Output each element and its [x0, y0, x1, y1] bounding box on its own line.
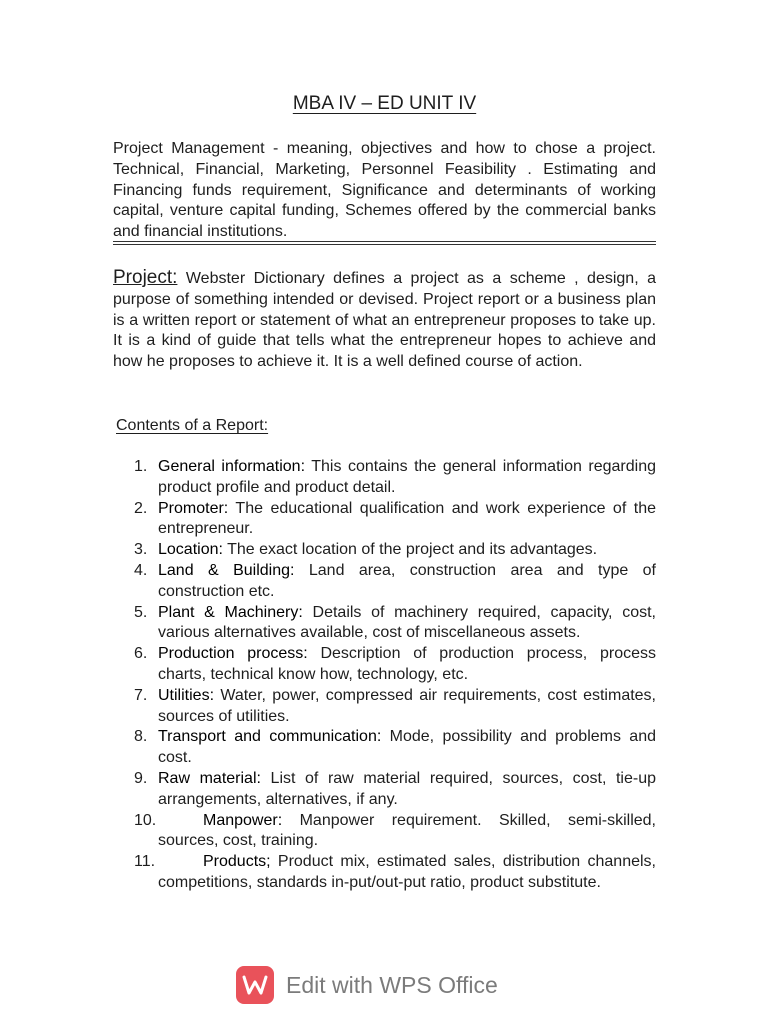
- item-text: Manpower requirement. Skilled, semi-skilled, sources, cost, training.: [158, 811, 656, 850]
- item-term: Location:: [158, 541, 223, 559]
- item-term: Manpower:: [203, 811, 283, 829]
- item-term: Utilities:: [158, 686, 215, 704]
- item-number: 9.: [134, 769, 148, 787]
- item-number: 5.: [134, 603, 148, 621]
- item-text: The educational qualification and work experience of the entrepreneur.: [158, 499, 656, 538]
- item-text: Description of production process, process charts, technical know how, technology, etc.: [158, 645, 656, 683]
- list-item: [113, 727, 656, 769]
- item-term: Raw material:: [158, 769, 261, 787]
- list-item: [113, 852, 656, 894]
- project-text: Webster Dictionary defines a project as a scheme , design, a purpose of something intended or devised. Project report or a business plan is a written report or statement of what an entrepreneur proposes to take up. It is a kind of guide that tells what the entrepreneur hopes to achieve and how he proposes to achieve it. It is a well defined course of action.: [113, 270, 656, 371]
- item-term: Promoter:: [158, 499, 229, 517]
- item-number: 4.: [134, 561, 148, 579]
- list-item: [113, 561, 656, 603]
- item-term: Production process:: [158, 645, 308, 663]
- list-item: [113, 811, 656, 853]
- item-text: The exact location of the project and its advantages.: [222, 541, 598, 559]
- list-item: [113, 769, 656, 811]
- item-text: Mode, possibility and problems and cost.: [158, 728, 656, 767]
- item-number: 11.: [134, 853, 156, 871]
- item-number: 10.: [134, 811, 157, 829]
- edit-with-wps-banner[interactable]: [236, 964, 498, 1006]
- list-item: [113, 644, 656, 686]
- contents-heading: Contents of a Report:: [116, 417, 269, 434]
- list-item: [113, 499, 656, 541]
- item-term: Products;: [203, 853, 271, 871]
- item-number: 3.: [134, 541, 148, 559]
- item-term: Land & Building:: [158, 561, 295, 579]
- project-lead: Project:: [113, 267, 178, 288]
- double-rule-divider: [113, 241, 656, 245]
- item-number: 7.: [134, 686, 148, 704]
- item-number: 1.: [134, 458, 148, 475]
- item-term: Transport and communication:: [158, 728, 382, 746]
- item-number: 6.: [134, 645, 148, 663]
- list-item: [113, 686, 656, 728]
- item-text: List of raw material required, sources, cost, tie-up arrangements, alternatives, if any.: [158, 769, 656, 808]
- list-item: [113, 603, 656, 645]
- wps-label: Edit with WPS Office: [286, 971, 498, 998]
- item-number: 8.: [134, 728, 148, 746]
- item-text: This contains the general information regarding product profile and product detail.: [158, 458, 656, 496]
- list-item: [113, 540, 656, 561]
- page-title: MBA IV – ED UNIT IV: [292, 93, 477, 114]
- item-term: Plant & Machinery:: [158, 603, 303, 621]
- contents-list: [113, 457, 656, 894]
- item-term: General information:: [158, 458, 306, 475]
- item-number: 2.: [134, 499, 148, 517]
- item-text: Details of machinery required, capacity, cost, various alternatives available, cost of miscellaneous assets.: [158, 603, 656, 642]
- item-text: Land area, construction area and type of construction etc.: [158, 561, 656, 600]
- item-text: Water, power, compressed air requirements, cost estimates, sources of utilities.: [158, 686, 656, 725]
- list-item: [113, 457, 656, 499]
- intro-paragraph: Project Management - meaning, objectives and how to chose a project. Technical, Financial, Marketing, Personnel Feasibility . Estimating and Financing funds requirement, Significance and determinants of working capital, venture capital funding, Schemes offered by the commercial banks and financial institutions.: [113, 140, 656, 241]
- wps-logo-icon: [236, 966, 274, 1004]
- item-text: Product mix, estimated sales, distribution channels, competitions, standards in-put/out-put ratio, product substitute.: [158, 853, 656, 891]
- project-paragraph: [113, 268, 656, 373]
